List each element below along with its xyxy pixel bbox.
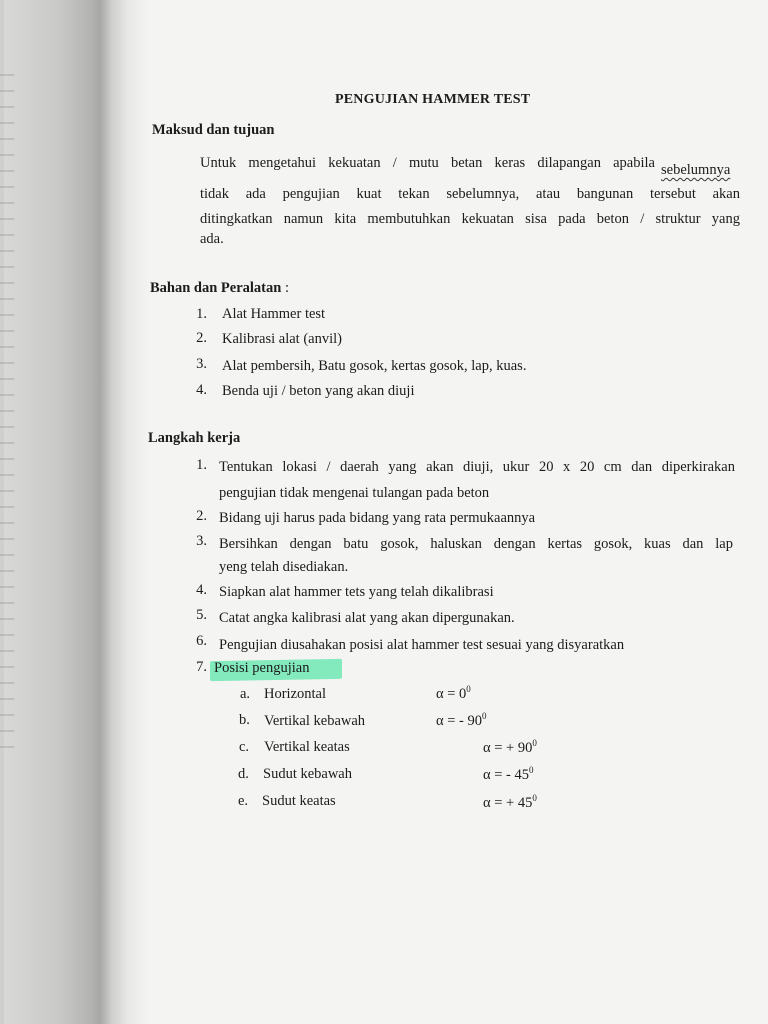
step-line-cont: pengujian tidak mengenai tulangan pada beton [219, 485, 490, 501]
purpose-line-3: ditingkatkan namun kita membutuhkan kekuatan sisa pada beton / struktur yang [200, 211, 740, 227]
purpose-heading: Maksud dan tujuan [152, 122, 275, 138]
steps-heading: Langkah kerja [148, 430, 241, 446]
step-num: 1. [196, 457, 207, 473]
materials-item: Alat Hammer test [222, 306, 326, 322]
materials-num: 2. [196, 330, 207, 346]
step-line: Bersihkan dengan batu gosok, haluskan dengan kertas gosok, kuas dan lap [219, 536, 733, 552]
position-letter: b. [239, 712, 250, 728]
position-name: Horizontal [264, 686, 327, 702]
purpose-line-1: Untuk mengetahui kekuatan / mutu betan keras dilapangan apabila [200, 155, 655, 171]
position-name: Vertikal kebawah [264, 713, 366, 729]
step-num: 5. [196, 607, 207, 623]
degree-sup: 0 [481, 711, 487, 721]
position-letter: a. [240, 686, 251, 702]
step-line: Posisi pengujian [214, 660, 310, 676]
step-num: 6. [196, 633, 207, 649]
step-line: Bidang uji harus pada bidang yang rata permukaannya [219, 510, 536, 526]
step-num: 7. [196, 659, 207, 675]
step-line: Pengujian diusahakan posisi alat hammer test sesuai yang disyaratkan [219, 637, 625, 653]
step-num: 2. [196, 508, 207, 524]
materials-heading-text: Bahan dan Peralatan [150, 280, 282, 296]
degree-sup: 0 [532, 738, 537, 748]
position-letter: d. [238, 766, 249, 782]
position-formula [483, 795, 537, 812]
position-name: Sudut kebawah [263, 766, 352, 782]
purpose-line-4: ada. [200, 231, 224, 247]
position-formula-text: α = + 90 [483, 740, 533, 756]
step-line: Siapkan alat hammer tets yang telah dikalibrasi [219, 584, 494, 600]
step-line-cont: yeng telah disediakan. [219, 559, 349, 575]
materials-heading [150, 280, 289, 297]
purpose-line-1-end: sebelumnya [661, 162, 731, 178]
position-formula-text: α = - 90 [436, 713, 482, 729]
materials-item: Kalibrasi alat (anvil) [222, 331, 342, 347]
materials-item: Benda uji / beton yang akan diuji [222, 383, 415, 399]
position-formula [436, 686, 471, 703]
step-line: Catat angka kalibrasi alat yang akan dipergunakan. [219, 610, 515, 626]
materials-heading-colon: : [284, 280, 289, 296]
position-name: Vertikal keatas [264, 739, 350, 755]
degree-sup: 0 [532, 793, 537, 803]
step-num: 3. [196, 533, 207, 549]
position-formula-text: α = 0 [436, 686, 467, 702]
position-letter: e. [238, 793, 249, 809]
purpose-line-2: tidak ada pengujian kuat tekan sebelumnya, atau bangunan tersebut akan [200, 186, 740, 202]
binding-shadow [0, 0, 150, 1024]
position-formula-text: α = - 45 [483, 767, 529, 783]
position-name: Sudut keatas [262, 793, 336, 809]
materials-num: 3. [196, 356, 207, 372]
materials-num: 4. [196, 382, 207, 398]
step-line: Tentukan lokasi / daerah yang akan diuji, ukur 20 x 20 cm dan diperkirakan [219, 459, 735, 475]
materials-item: Alat pembersih, Batu gosok, kertas gosok, lap, kuas. [222, 358, 527, 374]
document-title: PENGUJIAN HAMMER TEST [335, 92, 531, 107]
position-formula [436, 713, 486, 730]
position-formula [483, 767, 533, 784]
position-formula [483, 740, 537, 757]
step-num: 4. [196, 582, 207, 598]
degree-sup: 0 [466, 684, 471, 694]
position-letter: c. [239, 739, 250, 755]
degree-sup: 0 [528, 765, 534, 775]
scan-edge-marks [0, 60, 14, 760]
materials-num: 1. [196, 306, 207, 322]
position-formula-text: α = + 45 [483, 795, 533, 811]
